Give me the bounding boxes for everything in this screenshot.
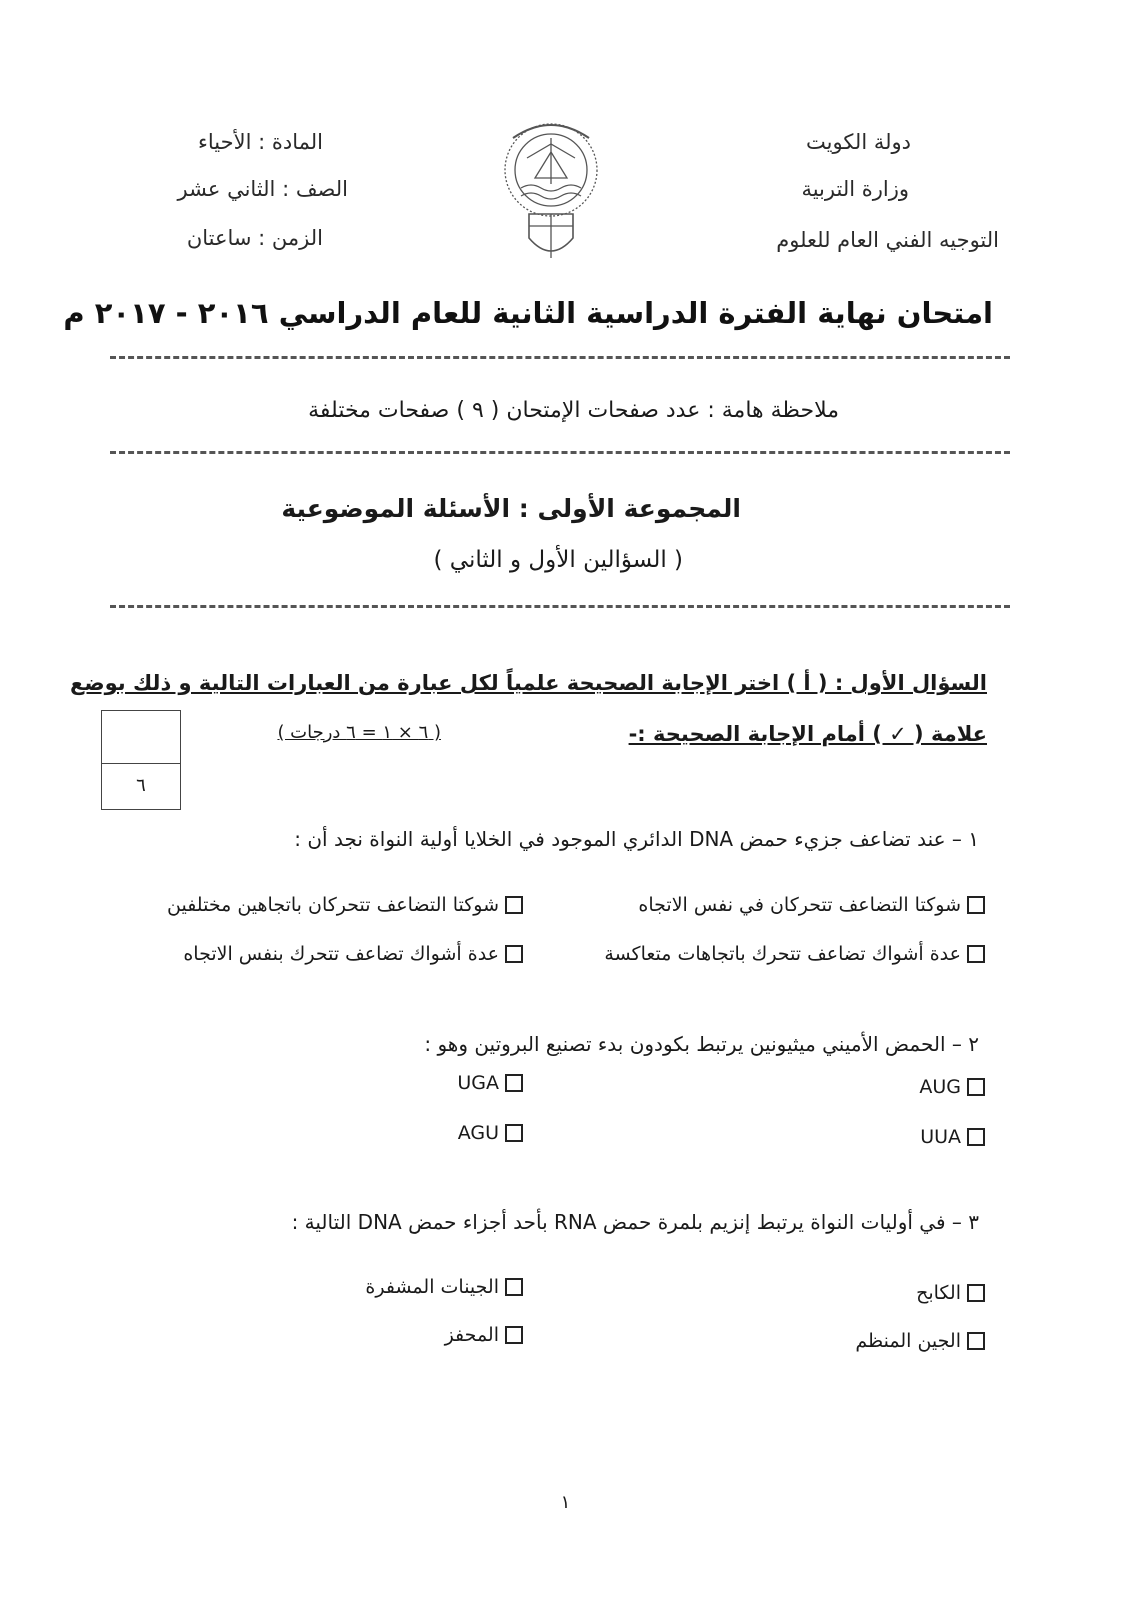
exam-title: امتحان نهاية الفترة الدراسية الثانية للعام الدراسي ٢٠١٦ - ٢٠١٧ م: [63, 296, 993, 330]
group-subtitle: ( السؤالين الأول و الثاني ): [433, 547, 683, 573]
separator-1: [110, 356, 1010, 359]
option-label: عدة أشواك تضاعف تتحرك باتجاهات متعاكسة: [604, 943, 961, 965]
checkbox[interactable]: [967, 945, 985, 963]
option-2a[interactable]: [919, 1076, 985, 1098]
option-3b[interactable]: [365, 1276, 523, 1298]
option-label: UUA: [920, 1126, 961, 1148]
score-box-value: ٦: [136, 775, 146, 796]
option-2b[interactable]: [457, 1072, 523, 1094]
question1-heading: السؤال الأول : ( أ ) اختر الإجابة الصحيحة علمياً لكل عبارة من العبارات التالية و ذلك بوضع: [70, 671, 987, 695]
option-label: AGU: [457, 1122, 499, 1144]
option-2d[interactable]: [458, 1122, 523, 1144]
kuwait-emblem: [493, 118, 609, 266]
question1-instruction: علامة ( ✓ ) أمام الإجابة الصحيحة :-: [628, 722, 987, 746]
option-label: UGA: [457, 1072, 499, 1094]
checkbox[interactable]: [505, 1278, 523, 1296]
header-ministry: وزارة التربية: [801, 177, 909, 201]
page-number: ١: [560, 1492, 571, 1513]
separator-3: [110, 605, 1010, 608]
header-grade: الصف : الثاني عشر: [177, 177, 348, 201]
option-label: عدة أشواك تضاعف تتحرك بنفس الاتجاه: [183, 943, 499, 965]
checkbox[interactable]: [505, 1124, 523, 1142]
option-3c[interactable]: [855, 1330, 985, 1352]
option-1a[interactable]: [638, 894, 985, 916]
header-subject: المادة : الأحياء: [198, 130, 323, 154]
group-title: المجموعة الأولى : الأسئلة الموضوعية: [281, 494, 741, 523]
option-label: شوكتا التضاعف تتحركان في نفس الاتجاه: [638, 894, 961, 916]
option-label: AUG: [919, 1076, 961, 1098]
question-2-text: ٢ – الحمض الأميني ميثيونين يرتبط بكودون بدء تصنيع البروتين وهو :: [424, 1032, 979, 1056]
option-label: المحفز: [444, 1324, 499, 1346]
checkbox[interactable]: [505, 1074, 523, 1092]
score-box: [101, 710, 181, 810]
checkbox[interactable]: [505, 1326, 523, 1344]
header-department: التوجيه الفني العام للعلوم: [776, 228, 999, 252]
option-3d[interactable]: [445, 1324, 523, 1346]
checkbox[interactable]: [505, 945, 523, 963]
separator-2: [110, 451, 1010, 454]
checkbox[interactable]: [967, 896, 985, 914]
question-1-text: ١ – عند تضاعف جزيء حمض DNA الدائري الموجود في الخلايا أولية النواة نجد أن :: [294, 827, 979, 851]
option-label: الجين المنظم: [855, 1330, 961, 1352]
option-1b[interactable]: [167, 894, 523, 916]
question1-grade: ( ٦ × ١ = ٦ درجات ): [277, 722, 441, 743]
header-country: دولة الكويت: [806, 130, 911, 154]
checkbox[interactable]: [967, 1128, 985, 1146]
option-1d[interactable]: [183, 943, 523, 965]
option-1c[interactable]: [604, 943, 985, 965]
option-2c[interactable]: [920, 1126, 985, 1148]
checkbox[interactable]: [967, 1078, 985, 1096]
option-3a[interactable]: [916, 1282, 985, 1304]
important-note: ملاحظة هامة : عدد صفحات الإمتحان ( ٩ ) صفحات مختلفة: [308, 398, 839, 423]
checkbox[interactable]: [967, 1332, 985, 1350]
option-label: الكابح: [916, 1282, 961, 1304]
header-duration: الزمن : ساعتان: [186, 226, 323, 250]
question-3-text: ٣ – في أوليات النواة يرتبط إنزيم بلمرة حمض RNA بأحد أجزاء حمض DNA التالية :: [291, 1210, 979, 1234]
option-label: شوكتا التضاعف تتحركان باتجاهين مختلفين: [167, 894, 499, 916]
checkbox[interactable]: [505, 896, 523, 914]
checkbox[interactable]: [967, 1284, 985, 1302]
option-label: الجينات المشفرة: [365, 1276, 499, 1298]
